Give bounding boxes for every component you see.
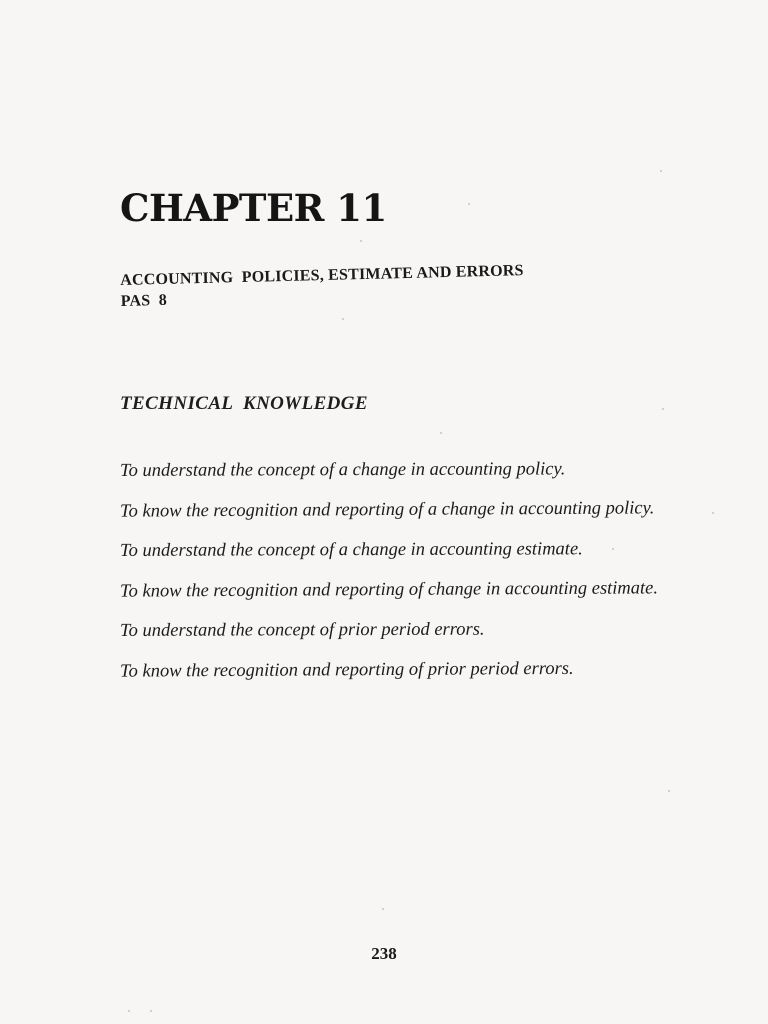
objective-item: To understand the concept of prior period errors. [119,619,485,641]
scan-speck [342,318,344,320]
objective-item: To understand the concept of a change in accounting policy. [119,459,566,481]
scan-speck [440,432,442,434]
objectives-list [120,458,660,698]
page-number: 238 [371,944,397,963]
chapter-title: CHAPTER 11 [120,186,387,230]
section-heading [120,260,524,312]
objective-item: To understand the concept of a change in accounting estimate. [119,539,583,561]
scan-speck [660,170,662,172]
scan-speck [382,908,384,910]
technical-knowledge-heading: TECHNICAL KNOWLEDGE [120,393,368,414]
scan-speck [468,203,470,205]
scan-speck [128,1010,130,1012]
objective-item: To know the recognition and reporting of change in accounting estimate. [119,578,659,602]
scan-speck [150,1010,152,1012]
scan-speck [668,790,670,792]
scan-speck [662,408,664,410]
section-heading-title: ACCOUNTING POLICIES, ESTIMATE AND ERRORS [120,262,524,289]
objective-item: To know the recognition and reporting of a change in accounting policy. [119,498,655,522]
objective-item: To know the recognition and reporting of prior period errors. [119,658,574,682]
scan-speck [712,512,714,514]
scan-speck [360,240,362,242]
section-heading-standard: PAS 8 [120,291,168,310]
